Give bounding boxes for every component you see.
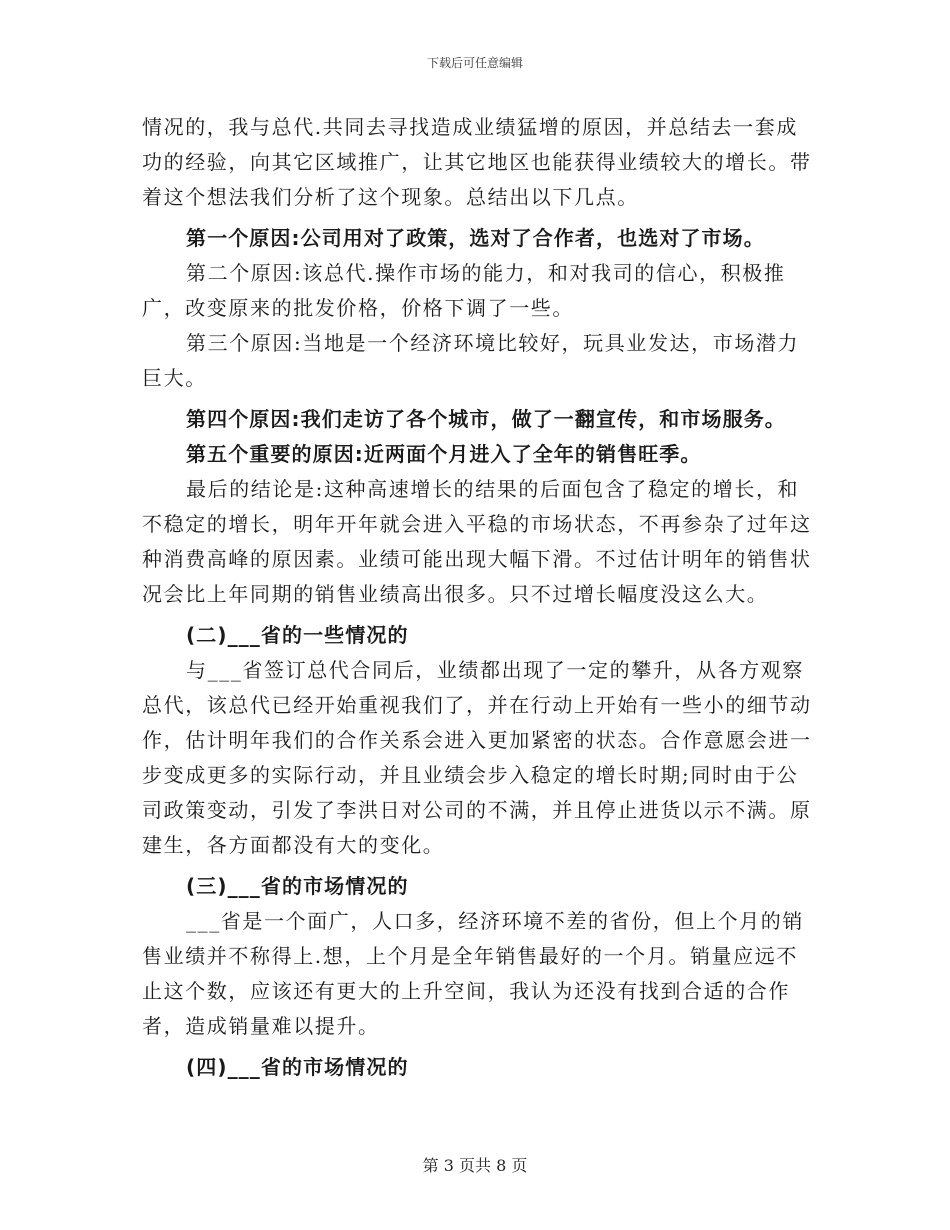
document-body xyxy=(142,110,812,1085)
paragraph: 情况的，我与总代.共同去寻找造成业绩猛增的原因，并总结去一套成功的经验，向其它区域推广，让其它地区也能获得业绩较大的增长。带着这个想法我们分析了这个现象。总结出以下几点。 xyxy=(142,115,812,209)
paragraph-conclusion: 最后的结论是:这种高速增长的结果的后面包含了稳定的增长，和不稳定的增长，明年开年就会进入平稳的市场状态，不再参杂了过年这种消费高峰的原因素。业绩可能出现大幅下滑。不过估计明年的销售状况会比上年同期的销售业绩高出很多。只不过增长幅度没这么大。 xyxy=(142,477,812,606)
section-heading-4: (四)___省的市场情况的 xyxy=(186,1055,409,1079)
page-header: 下载后可任意编辑 xyxy=(426,56,523,70)
section-heading-2: (二)___省的一些情况的 xyxy=(186,623,409,647)
paragraph-section-2: 与___省签订总代合同后，业绩都出现了一定的攀升，从各方观察总代，该总代已经开始重视我们了，并在行动上开始有一些小的细节动作，估计明年我们的合作关系会进入更加紧密的状态。合作意愿会进一步变成更多的实际行动，并且业绩会步入稳定的增长时期;同时由于公司政策变动，引发了李洪日对公司的不满，并且停止进货以示不满。原建生，各方面都没有大的变化。 xyxy=(142,658,812,857)
paragraph-reason-3: 第三个原因:当地是一个经济环境比较好，玩具业发达，市场潜力巨大。 xyxy=(142,331,800,390)
paragraph-reason-2: 第二个原因:该总代.操作市场的能力，和对我司的信心，积极推广，改变原来的批发价格，价格下调了一些。 xyxy=(142,261,786,320)
paragraph-reason-1: 第一个原因:公司用对了政策，选对了合作者，也选对了市场。 xyxy=(186,226,765,250)
page-footer: 第 3 页共 8 页 xyxy=(422,1156,528,1175)
paragraph-reason-4: 第四个原因:我们走访了各个城市，做了一翻宣传，和市场服务。 xyxy=(186,407,786,431)
paragraph-reason-5: 第五个重要的原因:近两面个月进入了全年的销售旺季。 xyxy=(186,442,702,466)
paragraph-section-3: ___省是一个面广，人口多，经济环境不差的省份，但上个月的销售业绩并不称得上.想，上个月是全年销售最好的一个月。销量应远不止这个数，应该还有更大的上升空间，我认为还没有找到合适的合作者，造成销量难以提升。 xyxy=(142,909,804,1038)
section-heading-3: (三)___省的市场情况的 xyxy=(186,874,409,898)
